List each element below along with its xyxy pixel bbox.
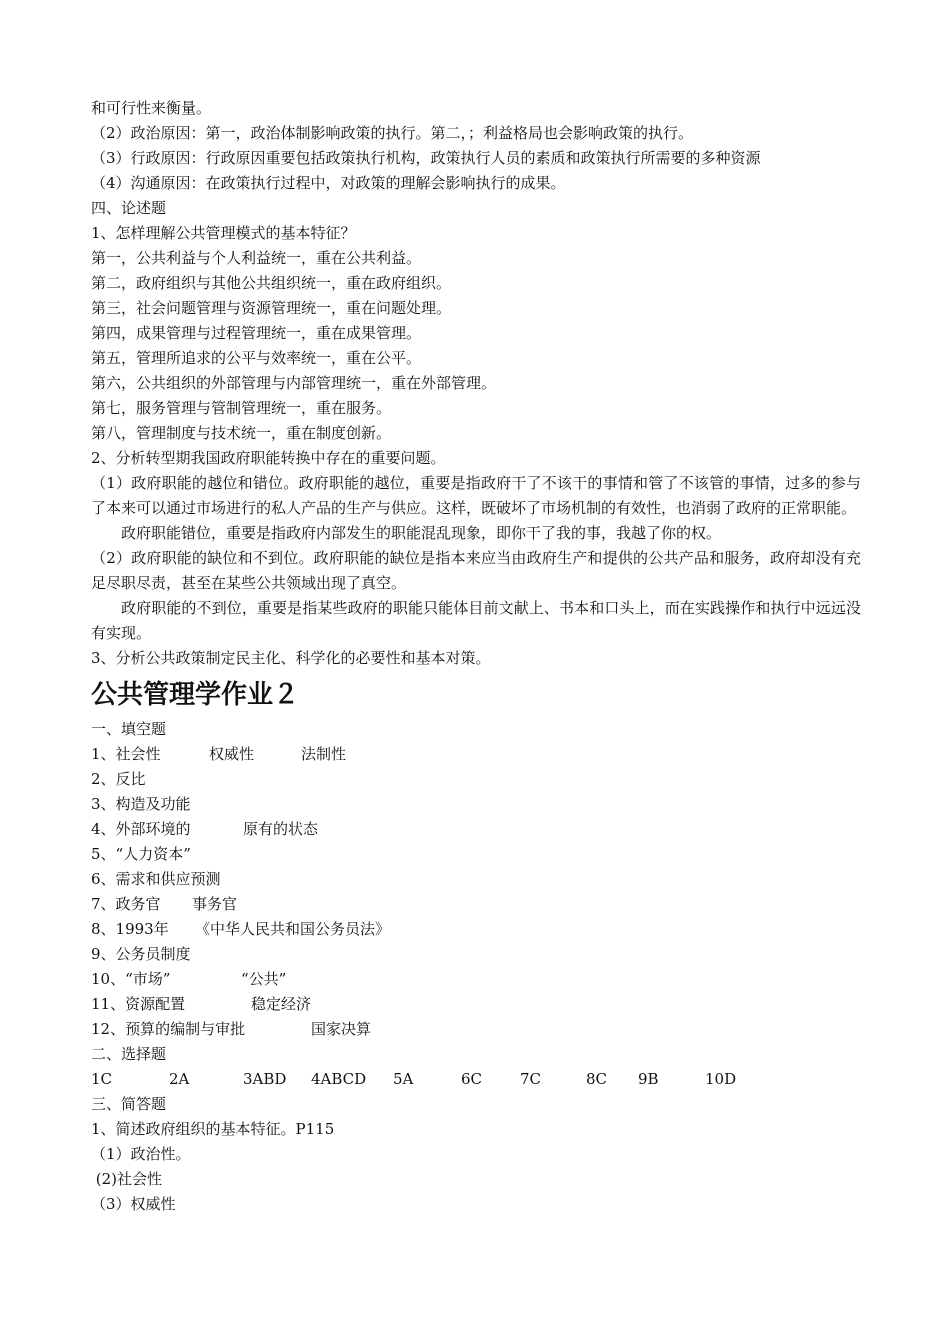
answer-part: 权威性 [209,745,255,763]
answer-part: 事务官 [192,895,238,913]
answer-part: 12、预算的编制与审批 [91,1020,246,1038]
question: 1、简述政府组织的基本特征。P115 [91,1120,335,1138]
fill-blank-answer [91,742,861,767]
paragraph: 政府职能的不到位，重要是指某些政府的职能只能体目前文献上、书本和口头上，而在实践操作和执行中远远没有实现。 [91,599,861,642]
fill-blank-answer [91,992,861,1017]
text-line: （2）政治原因：第一，政治体制影响政策的执行。第二，；利益格局也会影响政策的执行。 [91,124,694,142]
answer-part: 《中华人民共和国公务员法》 [195,920,391,938]
choice-answer: 5A [393,1070,414,1088]
fill-blank-answer [91,1017,861,1042]
answer-part: 8、1993年 [91,920,169,938]
answer-item: (2)社会性 [91,1170,163,1188]
fill-blank-answer: 5、“人力资本” [91,845,191,863]
answer-part: 稳定经济 [251,995,312,1013]
text-line: 第三，社会问题管理与资源管理统一，重在问题处理。 [91,299,452,317]
section-heading: 四、论述题 [91,199,167,217]
answer-part: 4、外部环境的 [91,820,191,838]
answer-item: （3）权威性 [91,1195,176,1213]
text-line: 第五，管理所追求的公平与效率统一，重在公平。 [91,349,422,367]
text-line: 第八，管理制度与技术统一，重在制度创新。 [91,424,392,442]
text-line: 第七，服务管理与管制管理统一，重在服务。 [91,399,392,417]
text-line: 和可行性来衡量。 [91,99,212,117]
assignment-title: 公共管理学作业２ [91,680,300,710]
fill-blank-answer: 2、反比 [91,770,146,788]
fill-blank-answer: 9、公务员制度 [91,945,191,963]
fill-blank-answer [91,917,861,942]
text-line: （4）沟通原因：在政策执行过程中，对政策的理解会影响执行的成果。 [91,174,566,192]
choice-answer: 8C [586,1070,608,1088]
choice-answer: 4ABCD [311,1070,367,1088]
choice-answer: 2A [169,1070,190,1088]
fill-blank-answer [91,817,861,842]
choice-answer: 7C [520,1070,542,1088]
fill-blank-answer: 6、需求和供应预测 [91,870,221,888]
answer-item: （1）政治性。 [91,1145,191,1163]
choice-answer: 6C [461,1070,483,1088]
paragraph: （1）政府职能的越位和错位。政府职能的越位，重要是指政府干了不该干的事情和管了不该管的事情，过多的参与了本来可以通过市场进行的私人产品的生产与供应。这样，既破坏了市场机制的有效性，也消弱了政府的正常职能。 [91,474,861,517]
choice-answer: 1C [91,1070,113,1088]
question: 2、分析转型期我国政府职能转换中存在的重要问题。 [91,449,446,467]
section-heading: 三、简答题 [91,1095,167,1113]
question: 3、分析公共政策制定民主化、科学化的必要性和基本对策。 [91,649,491,667]
paragraph: 政府职能错位，重要是指政府内部发生的职能混乱现象，即你干了我的事，我越了你的权。 [121,524,722,542]
question: 1、怎样理解公共管理模式的基本特征？ [91,224,356,242]
choice-answer: 3ABD [243,1070,287,1088]
page-content [91,96,861,1217]
section-heading: 二、选择题 [91,1045,167,1063]
answer-part: 10、“市场” [91,970,171,988]
answer-part: 1、社会性 [91,745,161,763]
answer-part: 11、资源配置 [91,995,186,1013]
fill-blank-answer: 3、构造及功能 [91,795,191,813]
answer-part: 国家决算 [311,1020,372,1038]
fill-blank-answer [91,967,861,992]
answer-part: 法制性 [301,745,347,763]
text-line: 第二，政府组织与其他公共组织统一，重在政府组织。 [91,274,452,292]
paragraph: （2）政府职能的缺位和不到位。政府职能的缺位是指本来应当由政府生产和提供的公共产品和服务，政府却没有充足尽职尽责，甚至在某些公共领域出现了真空。 [91,549,861,592]
answer-part: “公共” [241,970,287,988]
choice-answers [91,1067,861,1092]
choice-answer: 9B [638,1070,659,1088]
answer-part: 原有的状态 [243,820,319,838]
choice-answer: 10D [705,1070,737,1088]
text-line: （3）行政原因：行政原因重要包括政策执行机构，政策执行人员的素质和政策执行所需要的多种资源 [91,149,761,167]
text-line: 第一，公共利益与个人利益统一，重在公共利益。 [91,249,422,267]
fill-blank-answer [91,892,861,917]
section-heading: 一、填空题 [91,720,167,738]
text-line: 第六，公共组织的外部管理与内部管理统一，重在外部管理。 [91,374,497,392]
text-line: 第四，成果管理与过程管理统一，重在成果管理。 [91,324,422,342]
answer-part: 7、政务官 [91,895,161,913]
